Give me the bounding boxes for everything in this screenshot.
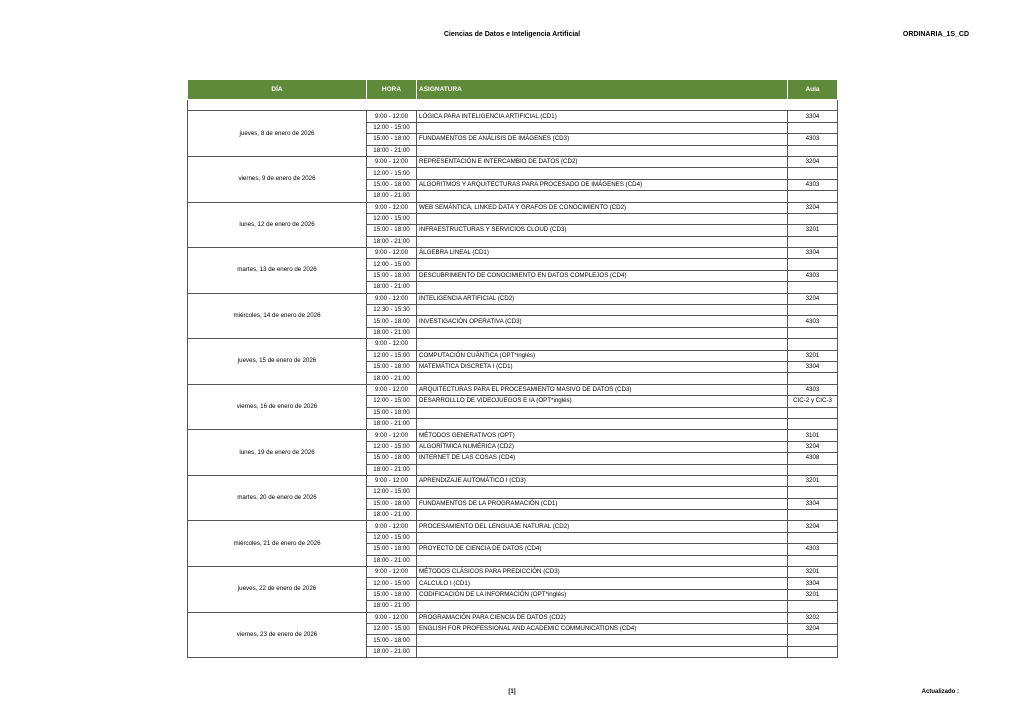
day-cell: lunes, 12 de enero de 2026 <box>188 202 367 248</box>
subject-cell: FUNDAMENTOS DE LA PROGRAMACIÓN (CD1) <box>417 498 788 509</box>
room-cell <box>788 213 838 224</box>
room-cell <box>788 259 838 270</box>
room-cell: 3101 <box>788 430 838 441</box>
table-row <box>188 430 838 441</box>
column-header-dia: DÍA <box>188 80 367 100</box>
subject-cell: CALCULO I (CD1) <box>417 578 788 589</box>
day-cell: lunes, 19 de enero de 2026 <box>188 430 367 476</box>
time-cell: 12:00 - 15:00 <box>367 532 417 543</box>
room-cell: 3201 <box>788 475 838 486</box>
subject-cell: CODIFICACIÓN DE LA INFORMACIÓN (OPT*inglés) <box>417 589 788 600</box>
subject-cell: DESARROLLLO DE VIDEOJUEGOS E IA (OPT*inglés) <box>417 396 788 407</box>
subject-cell: MATEMÁTICA DISCRETA I (CD1) <box>417 361 788 372</box>
room-cell: 3304 <box>788 248 838 259</box>
subject-cell <box>417 601 788 612</box>
room-cell: CIC-2 y CIC-3 <box>788 396 838 407</box>
subject-cell <box>417 213 788 224</box>
column-header-asignatura: ASIGNATURA <box>417 80 788 100</box>
table-row <box>188 384 838 395</box>
subject-cell <box>417 510 788 521</box>
subject-cell <box>417 487 788 498</box>
time-cell: 9:00 - 12:00 <box>367 521 417 532</box>
column-header-aula: Aula <box>788 80 838 100</box>
time-cell: 18:00 - 21:00 <box>367 418 417 429</box>
subject-cell: ENGLISH FOR PROFESSIONAL AND ACADEMIC COMMUNICATIONS (CD4) <box>417 623 788 634</box>
subject-cell: INTERNET DE LAS COSAS (CD4) <box>417 453 788 464</box>
subject-cell <box>417 327 788 338</box>
time-cell: 18:00 - 21:00 <box>367 145 417 156</box>
subject-cell: FUNDAMENTOS DE ANÁLISIS DE IMÁGENES (CD3) <box>417 134 788 145</box>
subject-cell <box>417 635 788 646</box>
table-row <box>188 475 838 486</box>
room-cell <box>788 305 838 316</box>
room-cell: 4303 <box>788 179 838 190</box>
time-cell: 18:00 - 21:00 <box>367 646 417 657</box>
room-cell <box>788 646 838 657</box>
time-cell: 18:00 - 21:00 <box>367 510 417 521</box>
room-cell: 4303 <box>788 384 838 395</box>
time-cell: 18:00 - 21:00 <box>367 282 417 293</box>
subject-cell: APRENDIZAJE AUTOMÁTICO I (CD3) <box>417 475 788 486</box>
page-number: [1] <box>508 689 516 695</box>
time-cell: 9:00 - 12:00 <box>367 202 417 213</box>
time-cell: 9:00 - 12:00 <box>367 248 417 259</box>
table-row <box>188 293 838 304</box>
room-cell: 3304 <box>788 361 838 372</box>
room-cell: 3202 <box>788 612 838 623</box>
room-cell <box>788 418 838 429</box>
document-title: Ciencias de Datos e Inteligencia Artificial <box>443 31 581 38</box>
room-cell: 3201 <box>788 225 838 236</box>
room-cell: 3201 <box>788 589 838 600</box>
room-cell: 3304 <box>788 498 838 509</box>
subject-cell: MÉTODOS CLÁSICOS PARA PREDICCIÓN (CD3) <box>417 567 788 578</box>
table-row <box>188 248 838 259</box>
subject-cell <box>417 305 788 316</box>
time-cell: 15:00 - 18:00 <box>367 361 417 372</box>
room-cell <box>788 168 838 179</box>
subject-cell <box>417 555 788 566</box>
subject-cell <box>417 532 788 543</box>
time-cell: 12:00 - 15:00 <box>367 350 417 361</box>
room-cell: 3204 <box>788 156 838 167</box>
room-cell <box>788 510 838 521</box>
document-code: ORDINARIA_1S_CD <box>902 31 969 38</box>
table-row <box>188 202 838 213</box>
subject-cell <box>417 464 788 475</box>
time-cell: 15:00 - 18:00 <box>367 225 417 236</box>
day-cell: martes, 20 de enero de 2026 <box>188 475 367 521</box>
subject-cell: ÁLGEBRA LINEAL (CD1) <box>417 248 788 259</box>
room-cell: 4308 <box>788 453 838 464</box>
subject-cell: PROYECTO DE CIENCIA DE DATOS (CD4) <box>417 544 788 555</box>
room-cell: 3201 <box>788 567 838 578</box>
time-cell: 15:00 - 18:00 <box>367 407 417 418</box>
subject-cell: DESCUBRIMIENTO DE CONOCIMIENTO EN DATOS COMPLEJOS (CD4) <box>417 270 788 281</box>
time-cell: 9:00 - 12:00 <box>367 111 417 122</box>
subject-cell: INTELIGENCIA ARTIFICIAL (CD2) <box>417 293 788 304</box>
subject-cell <box>417 122 788 133</box>
subject-cell: ALGORÍTMICA NUMÉRICA (CD2) <box>417 441 788 452</box>
time-cell: 15:00 - 18:00 <box>367 635 417 646</box>
room-cell: 3204 <box>788 293 838 304</box>
room-cell: 3204 <box>788 202 838 213</box>
subject-cell <box>417 407 788 418</box>
time-cell: 12:00 - 15:00 <box>367 441 417 452</box>
time-cell: 18:00 - 21:00 <box>367 373 417 384</box>
time-cell: 15:00 - 18:00 <box>367 453 417 464</box>
time-cell: 12:00 - 15:00 <box>367 213 417 224</box>
day-cell: viernes, 9 de enero de 2026 <box>188 156 367 202</box>
subject-cell: PROCESAMIENTO DEL LENGUAJE NATURAL (CD2) <box>417 521 788 532</box>
subject-cell: ALGORITMOS Y ARQUITECTURAS PARA PROCESADO DE IMÁGENES (CD4) <box>417 179 788 190</box>
room-cell <box>788 555 838 566</box>
room-cell <box>788 122 838 133</box>
time-cell: 15:00 - 18:00 <box>367 589 417 600</box>
room-cell <box>788 601 838 612</box>
time-cell: 12:00 - 15:00 <box>367 168 417 179</box>
room-cell <box>788 327 838 338</box>
table-row <box>188 521 838 532</box>
table-row <box>188 612 838 623</box>
subject-cell: LÓGICA PARA INTELIGENCIA ARTIFICIAL (CD1) <box>417 111 788 122</box>
time-cell: 9:00 - 12:00 <box>367 475 417 486</box>
day-cell: miércoles, 14 de enero de 2026 <box>188 293 367 339</box>
room-cell <box>788 191 838 202</box>
subject-cell <box>417 646 788 657</box>
room-cell <box>788 635 838 646</box>
time-cell: 18:00 - 21:00 <box>367 555 417 566</box>
time-cell: 9:00 - 12:00 <box>367 156 417 167</box>
time-cell: 15:00 - 18:00 <box>367 544 417 555</box>
room-cell <box>788 464 838 475</box>
day-cell: viernes, 23 de enero de 2026 <box>188 612 367 658</box>
room-cell: 4303 <box>788 316 838 327</box>
time-cell: 9:00 - 12:00 <box>367 430 417 441</box>
subject-cell: PROGRAMACIÓN PARA CIENCIA DE DATOS (CD2) <box>417 612 788 623</box>
time-cell: 9:00 - 12:00 <box>367 293 417 304</box>
day-cell: jueves, 8 de enero de 2026 <box>188 111 367 157</box>
time-cell: 9:00 - 12:00 <box>367 339 417 350</box>
subject-cell: ARQUITECTURAS PARA EL PROCESAMIENTO MASIVO DE DATOS (CD3) <box>417 384 788 395</box>
time-cell: 9:00 - 12:00 <box>367 384 417 395</box>
room-cell: 3201 <box>788 350 838 361</box>
time-cell: 12:30 - 15:30 <box>367 305 417 316</box>
time-cell: 18:00 - 21:00 <box>367 601 417 612</box>
room-cell <box>788 145 838 156</box>
time-cell: 12:00 - 15:00 <box>367 122 417 133</box>
room-cell: 4303 <box>788 134 838 145</box>
subject-cell <box>417 339 788 350</box>
table-header-row <box>188 80 838 100</box>
day-cell: martes, 13 de enero de 2026 <box>188 248 367 294</box>
subject-cell: INFRAESTRUCTURAS Y SERVICIOS CLOUD (CD3) <box>417 225 788 236</box>
schedule-body <box>188 111 838 658</box>
subject-cell <box>417 282 788 293</box>
room-cell: 3304 <box>788 111 838 122</box>
day-cell: jueves, 15 de enero de 2026 <box>188 339 367 385</box>
time-cell: 15:00 - 18:00 <box>367 179 417 190</box>
time-cell: 12:00 - 15:00 <box>367 578 417 589</box>
room-cell: 4303 <box>788 544 838 555</box>
time-cell: 12:00 - 15:00 <box>367 396 417 407</box>
time-cell: 18:00 - 21:00 <box>367 191 417 202</box>
day-cell: viernes, 16 de enero de 2026 <box>188 384 367 430</box>
room-cell <box>788 487 838 498</box>
time-cell: 15:00 - 18:00 <box>367 134 417 145</box>
room-cell: 4303 <box>788 270 838 281</box>
time-cell: 15:00 - 18:00 <box>367 498 417 509</box>
subject-cell: WEB SEMÁNTICA, LINKED DATA Y GRAFOS DE CONOCIMIENTO (CD2) <box>417 202 788 213</box>
time-cell: 9:00 - 12:00 <box>367 612 417 623</box>
subject-cell: MÉTODOS GENERATIVOS (OPT) <box>417 430 788 441</box>
room-cell <box>788 407 838 418</box>
subject-cell: INVESTIGACIÓN OPERATIVA (CD3) <box>417 316 788 327</box>
time-cell: 18:00 - 21:00 <box>367 327 417 338</box>
room-cell <box>788 282 838 293</box>
time-cell: 15:00 - 18:00 <box>367 270 417 281</box>
room-cell <box>788 373 838 384</box>
time-cell: 18:00 - 21:00 <box>367 464 417 475</box>
time-cell: 12:00 - 15:00 <box>367 623 417 634</box>
room-cell: 3304 <box>788 578 838 589</box>
column-header-hora: HORA <box>367 80 417 100</box>
room-cell: 3204 <box>788 441 838 452</box>
room-cell <box>788 532 838 543</box>
subject-cell <box>417 236 788 247</box>
time-cell: 12:00 - 15:00 <box>367 487 417 498</box>
table-row <box>188 156 838 167</box>
subject-cell <box>417 259 788 270</box>
header-spacer <box>188 100 838 111</box>
room-cell: 3204 <box>788 521 838 532</box>
subject-cell: REPRESENTACIÓN E INTERCAMBIO DE DATOS (CD2) <box>417 156 788 167</box>
time-cell: 18:00 - 21:00 <box>367 236 417 247</box>
table-row <box>188 111 838 122</box>
table-row <box>188 339 838 350</box>
time-cell: 9:00 - 12:00 <box>367 567 417 578</box>
time-cell: 15:00 - 18:00 <box>367 316 417 327</box>
subject-cell <box>417 418 788 429</box>
table-row <box>188 567 838 578</box>
subject-cell <box>417 168 788 179</box>
day-cell: jueves, 22 de enero de 2026 <box>188 567 367 613</box>
room-cell: 3204 <box>788 623 838 634</box>
subject-cell <box>417 191 788 202</box>
room-cell <box>788 339 838 350</box>
day-cell: miércoles, 21 de enero de 2026 <box>188 521 367 567</box>
updated-label: Actualizado : <box>921 689 959 695</box>
time-cell: 12:00 - 15:00 <box>367 259 417 270</box>
exam-schedule-table <box>187 79 838 658</box>
room-cell <box>788 236 838 247</box>
subject-cell: COMPUTACIÓN CUÁNTICA (OPT*inglés) <box>417 350 788 361</box>
subject-cell <box>417 145 788 156</box>
subject-cell <box>417 373 788 384</box>
